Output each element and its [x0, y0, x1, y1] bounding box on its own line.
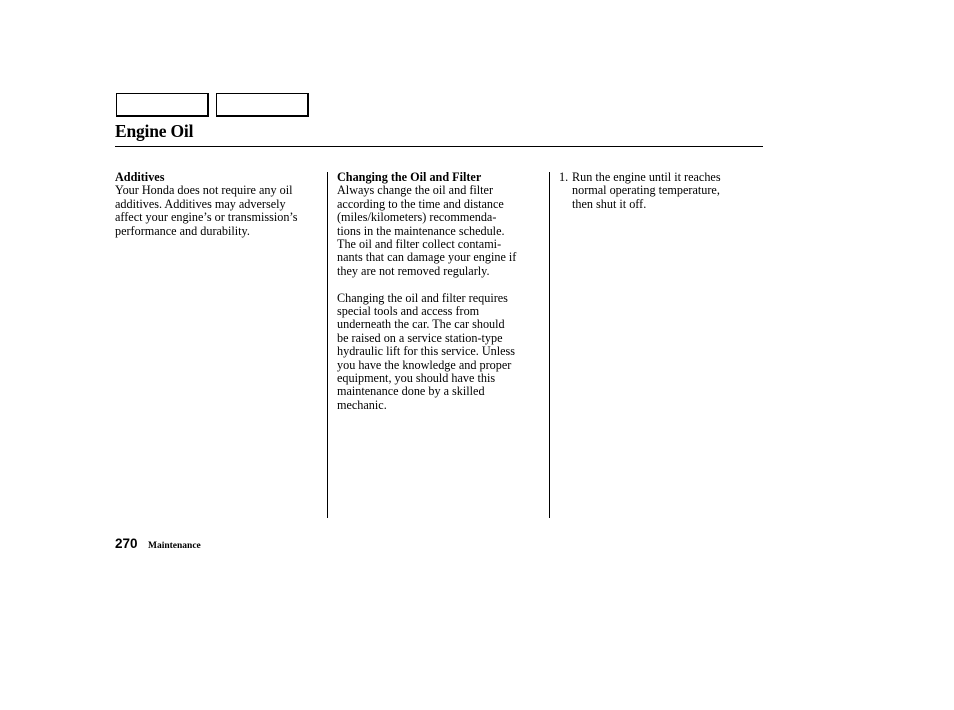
step-text-line: then shut it off. — [572, 196, 647, 211]
column-divider — [549, 172, 550, 518]
nav-tab-box-2[interactable] — [216, 93, 309, 117]
changing-oil-text-line: you have the knowledge and proper — [337, 357, 512, 372]
additives-heading: Additives — [115, 170, 165, 184]
step-number: 1. — [559, 170, 569, 184]
additives-text-line: additives. Additives may adversely — [115, 196, 286, 211]
column-changing-oil — [337, 171, 545, 412]
title-divider — [115, 146, 763, 147]
changing-oil-text-line: (miles/kilometers) recommenda- — [337, 210, 497, 225]
column-divider — [327, 172, 328, 518]
page-number: 270 — [115, 536, 138, 551]
changing-oil-text-line: equipment, you should have this — [337, 371, 496, 386]
changing-oil-text-line: The oil and filter collect contami- — [337, 237, 502, 252]
changing-oil-text-line: maintenance done by a skilled — [337, 384, 485, 399]
step-item — [559, 171, 764, 211]
changing-oil-text-line: according to the time and distance — [337, 196, 504, 211]
step-text-line: Run the engine until it reaches — [572, 170, 721, 184]
column-steps — [559, 171, 764, 211]
additives-text-line: Your Honda does not require any oil — [115, 183, 293, 198]
changing-oil-heading: Changing the Oil and Filter — [337, 170, 482, 184]
changing-oil-text-line: underneath the car. The car should — [337, 317, 505, 332]
nav-tab-box-1[interactable] — [116, 93, 209, 117]
page-title: Engine Oil — [115, 121, 194, 141]
changing-oil-text-line: mechanic. — [337, 397, 387, 412]
changing-oil-text-line: hydraulic lift for this service. Unless — [337, 344, 516, 359]
section-name: Maintenance — [148, 541, 201, 551]
additives-text-line: performance and durability. — [115, 223, 250, 238]
paragraph-gap — [337, 278, 545, 291]
changing-oil-text-line: Always change the oil and filter — [337, 183, 494, 198]
changing-oil-text-line: tions in the maintenance schedule. — [337, 223, 505, 238]
step-text-line: normal operating temperature, — [572, 183, 720, 198]
changing-oil-text-line: nants that can damage your engine if — [337, 250, 517, 265]
column-additives — [115, 171, 323, 238]
changing-oil-text-line: Changing the oil and filter requires — [337, 290, 508, 305]
changing-oil-text-line: be raised on a service station-type — [337, 330, 503, 345]
changing-oil-text-line: special tools and access from — [337, 304, 480, 319]
changing-oil-text-line: they are not removed regularly. — [337, 263, 490, 278]
additives-text-line: affect your engine’s or transmission’s — [115, 210, 298, 225]
